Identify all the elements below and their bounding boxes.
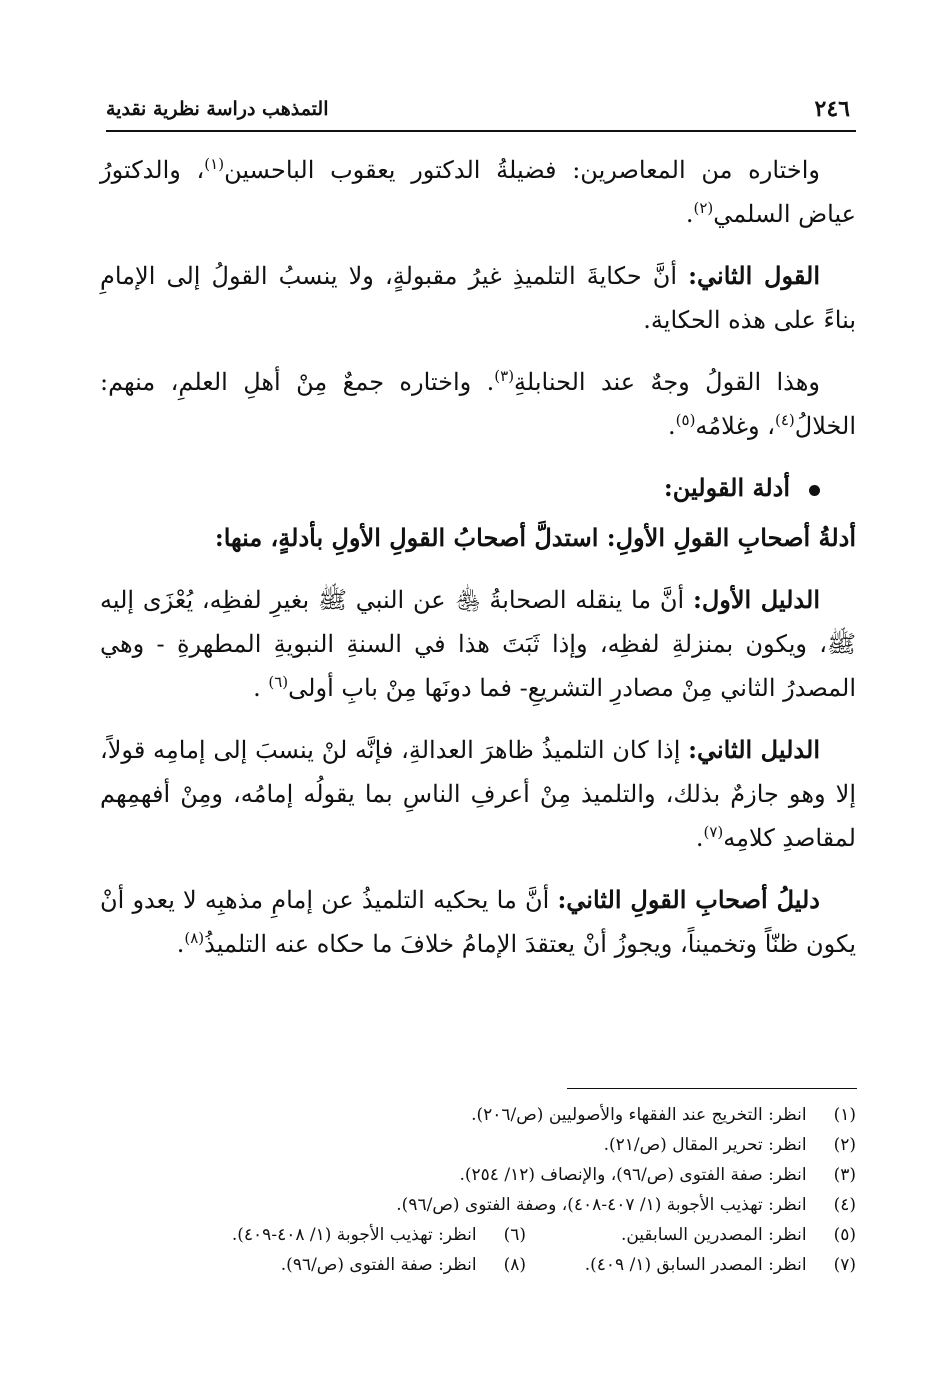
footnote-ref-8[interactable]: (٨) <box>184 929 205 947</box>
lead-term: القول الثاني: <box>688 261 821 290</box>
footnote-8: (٨) انظر: صفة الفتوى (ص/٩٦). <box>280 1255 526 1275</box>
section-heading: أدلة القولين: <box>100 466 856 510</box>
bullet-icon <box>809 485 820 496</box>
lead-term: دليلُ أصحابِ القولِ الثاني: <box>557 885 820 914</box>
paragraph-first-evidence-intro: أدلةُ أصحابِ القولِ الأولِ: استدلَّ أصحابُ القولِ الأولِ بأدلةٍ، منها: <box>214 523 856 552</box>
footnote-ref-3[interactable]: (٣) <box>494 367 515 385</box>
footnote-6: (٦) انظر: تهذيب الأجوبة (١/ ٤٠٨-٤٠٩). <box>231 1225 526 1245</box>
page-number: ٢٤٦ <box>814 96 850 122</box>
running-title: التمذهب دراسة نظرية نقدية <box>106 98 329 120</box>
footnote-ref-4[interactable]: (٤) <box>774 411 795 429</box>
paragraph-second-opinion-evidence: دليلُ أصحابِ القولِ الثاني: أنَّ ما يحكيه التلميذُ عن إمامِ مذهبِه لا يعدو أنْ يكون ظنّاً وتخميناً، ويجوزُ أنْ يعتقدَ الإمامُ خلافَ ما حكاه عنه التلميذُ$^{(٨)}$. <box>100 885 856 958</box>
footnote-ref-5[interactable]: (٥) <box>675 411 696 429</box>
footnote-ref-6[interactable]: (٦) <box>268 673 289 691</box>
footnote-5: (٥) انظر: المصدرين السابقين. <box>620 1225 856 1245</box>
paragraph-contemporaries: واختاره من المعاصرين: فضيلةُ الدكتور يعقوب الباحسين$^{(١)}$، والدكتورُ عياض السلمي$^{(٢)}$. <box>100 155 856 228</box>
paragraph-evidence-one: الدليل الأول: أنَّ ما ينقله الصحابةُ ﵃ عن النبي ﷺ بغيرِ لفظِه، يُعْزَى إليه ﷺ، ويكون بمنزلةِ لفظِه، وإذا ثَبَتَ هذا في السنةِ النبويةِ المطهرةِ - وهي المصدرُ الثاني مِنْ مصادرِ التشريعِ- فما دونَها مِنْ بابِ أولى$^{(٦)}$ . <box>100 585 856 702</box>
lead-term: الدليل الأول: <box>692 585 820 614</box>
footnote-ref-2[interactable]: (٢) <box>693 199 714 217</box>
paragraph-second-opinion: القول الثاني: أنَّ حكايةَ التلميذِ غيرُ مقبولةٍ، ولا ينسبُ القولُ إلى الإمامِ بناءً على هذه الحكاية. <box>100 261 856 334</box>
paragraph-evidence-two: الدليل الثاني: إذا كان التلميذُ ظاهرَ العدالةِ، فإنَّه لنْ ينسبَ إلى إمامِه قولاً، إلا وهو جازمٌ بذلك، والتلميذ مِنْ أعرفِ الناسِ بما يقولُه إمامُه، ومِنْ أفهمِهم لمقاصدِ كلامِه$^{(٧)}$. <box>100 735 856 852</box>
footnotes <box>100 1100 856 1280</box>
main-text <box>100 148 856 984</box>
footnote-3: (٣) انظر: صفة الفتوى (ص/٩٦)، والإنصاف (١٢/ ٢٥٤). <box>459 1165 856 1185</box>
footnote-divider <box>567 1088 857 1089</box>
footnote-ref-7[interactable]: (٧) <box>703 823 724 841</box>
running-header <box>106 96 856 132</box>
footnote-4: (٤) انظر: تهذيب الأجوبة (١/ ٤٠٧-٤٠٨)، وصفة الفتوى (ص/٩٦). <box>396 1195 856 1215</box>
paragraph-hanabila: وهذا القولُ وجهٌ عند الحنابلةِ$^{(٣)}$. واختاره جمعٌ مِنْ أهلِ العلمِ، منهم: الخلالُ$^{(٤)}$، وغلامُه$^{(٥)}$. <box>100 367 856 440</box>
footnote-row <box>100 1220 856 1250</box>
footnote-2: (٢) انظر: تحرير المقال (ص/٢١). <box>603 1135 856 1155</box>
footnote-ref-1[interactable]: (١) <box>204 155 225 173</box>
footnote-7: (٧) انظر: المصدر السابق (١/ ٤٠٩). <box>584 1255 856 1275</box>
footnote-row <box>100 1250 856 1280</box>
footnote-1: (١) انظر: التخريج عند الفقهاء والأصوليين (ص/٢٠٦). <box>471 1105 856 1125</box>
lead-term: الدليل الثاني: <box>688 735 820 764</box>
